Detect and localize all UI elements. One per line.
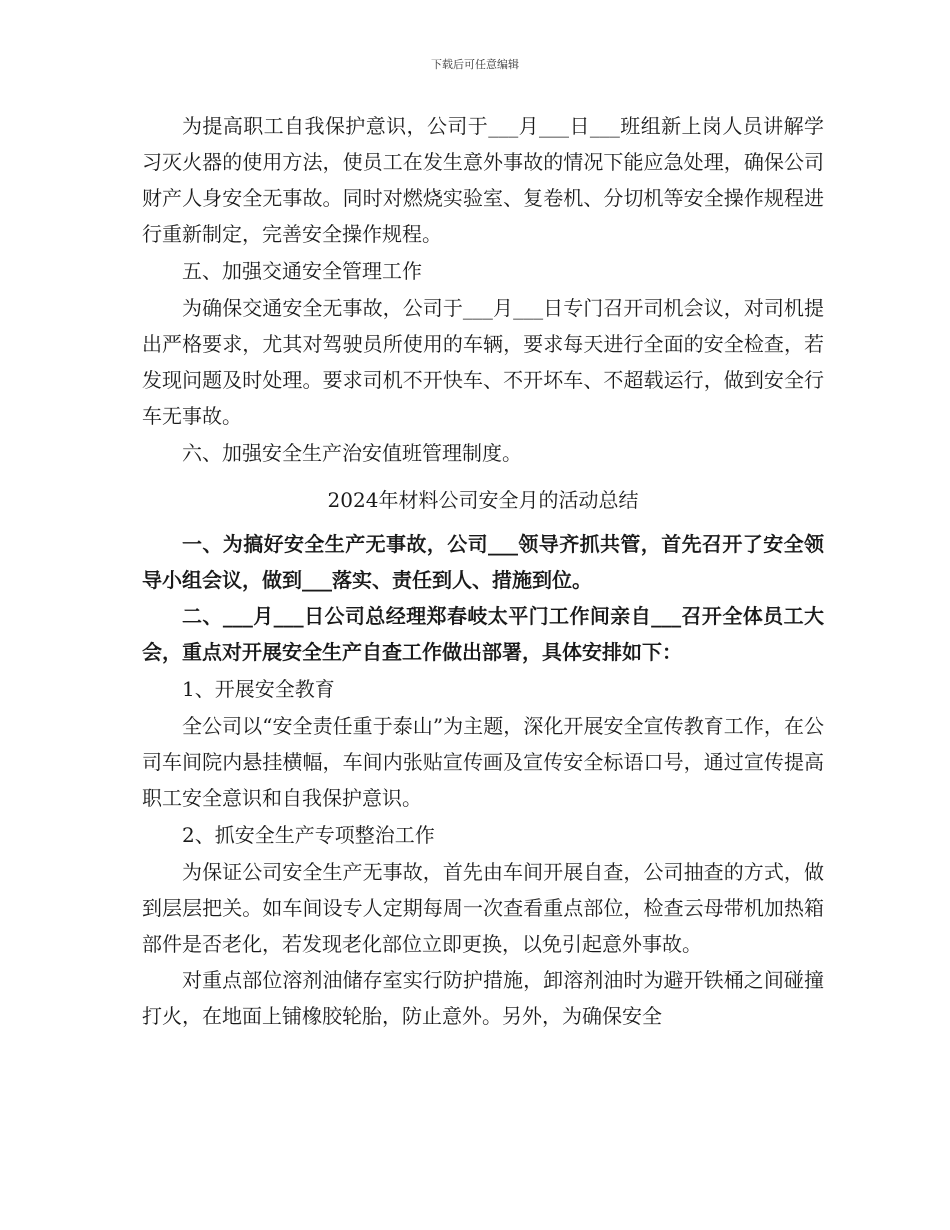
paragraph-fire-extinguisher-training: 为提高职工自我保护意识，公司于___月___日___班组新上岗人员讲解学习灭火器的使用方法，使员工在发生意外事故的情况下能应急处理，确保公司财产人身安全无事故。同时对燃烧实验室、复卷机、分切机等安全操作规程进行重新制定，完善安全操作规程。 (142, 114, 824, 246)
paragraph-solvent-storage: 对重点部位溶剂油储存室实行防护措施，卸溶剂油时为避开铁桶之间碰撞打火，在地面上铺橡胶轮胎，防止意外。另外，为确保安全 (142, 968, 824, 1028)
document-title: 2024年材料公司安全月的活动总结 (327, 488, 639, 512)
page-header: 下载后可任意编辑 (431, 58, 519, 71)
document-body (142, 108, 824, 1034)
paragraph-safety-education: 全公司以“安全责任重于泰山”为主题，深化开展安全宣传教育工作，在公司车间院内悬挂横幅，车间内张贴宣传画及宣传安全标语口号，通过宣传提高职工安全意识和自我保护意识。 (142, 714, 824, 810)
heading-safety-education: 1、开展安全教育 (182, 677, 335, 701)
paragraph-staff-meeting: 二、___月___日公司总经理郑春岐太平门工作间亲自___召开全体员工大会，重点对开展安全生产自查工作做出部署，具体安排如下： (142, 604, 824, 664)
heading-security-duty: 六、加强安全生产治安值班管理制度。 (182, 441, 522, 465)
heading-special-rectification: 2、抓安全生产专项整治工作 (182, 823, 435, 847)
paragraph-self-inspection: 为保证公司安全生产无事故，首先由车间开展自查，公司抽查的方式，做到层层把关。如车间设专人定期每周一次查看重点部位，检查云母带机加热箱部件是否老化，若发现老化部位立即更换，以免引起意外事故。 (142, 860, 824, 956)
heading-traffic-safety: 五、加强交通安全管理工作 (182, 259, 422, 283)
paragraph-leadership: 一、为搞好安全生产无事故，公司___领导齐抓共管，首先召开了安全领导小组会议，做到___落实、责任到人、措施到位。 (142, 532, 824, 592)
paragraph-traffic-safety: 为确保交通安全无事故，公司于___月___日专门召开司机会议，对司机提出严格要求，尤其对驾驶员所使用的车辆，要求每天进行全面的安全检查，若发现问题及时处理。要求司机不开快车、不开坏车、不超载运行，做到安全行车无事故。 (142, 296, 824, 428)
